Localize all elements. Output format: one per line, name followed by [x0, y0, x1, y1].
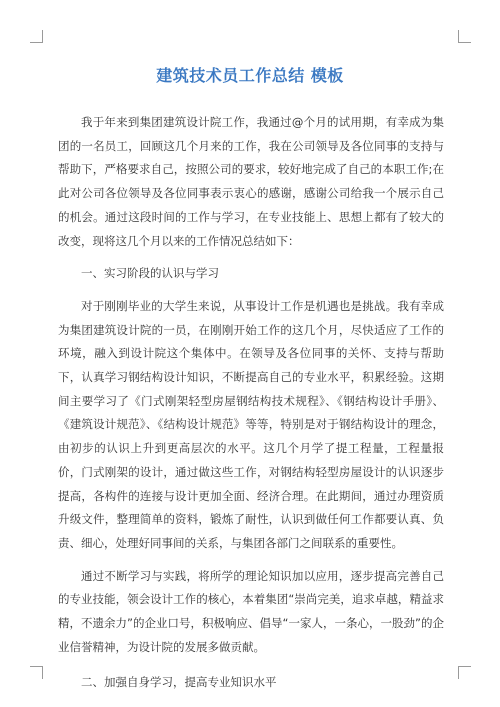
crop-mark-top-left	[30, 30, 43, 43]
paragraph-internship: 对于刚刚毕业的大学生来说，从事设计工作是机遇也是挑战。我有幸成为集团建筑设计院的一员，在刚刚开始工作的这几个月，尽快适应了工作的环境，融入到设计院这个集体中。在领导及各位同事的关怀、支持与帮助下，认真学习钢结构设计知识，不断提高自己的专业水平，积累经验。这期间主要学习了《门式刚架轻型房屋钢结构技术规程》、《钢结构设计手册》、《建筑设计规范》、《结构设计规范》等等，特别是对于钢结构设计的理念，由初步的认识上升到更高层次的水平。这几个月学了提工程量，工程量报价，门式刚架的设计，通过做这些工作，对钢结构轻型房屋设计的认识逐步提高，各构件的连接与设计更加全面、经济合理。在此期间，通过办理资质升级文件，整理简单的资料，锻炼了耐性，认识到做任何工作都要认真、负责、细心，处理好同事间的关系，与集团各部门之间联系的重要性。	[58, 298, 444, 550]
section-heading-2: 二、加强自身学习，提高专业知识水平	[81, 675, 277, 690]
section-heading-1: 一、实习阶段的认识与学习	[81, 266, 219, 281]
paragraph-intro: 我于年来到集团建筑设计院工作，我通过@个月的试用期，有幸成为集团的一名员工，回顾这几个月来的工作，我在公司领导及各位同事的支持与帮助下，严格要求自己，按照公司的要求，较好地完成了自己的本职工作;在此对公司各位领导及各位同事表示衷心的感谢，感谢公司给我一个展示自己的机会。通过这段时间的工作与学习，在专业技能上、思想上都有了较大的改变，现将这几个月以来的工作情况总结如下：	[58, 115, 444, 248]
crop-mark-bottom-left	[30, 666, 43, 679]
crop-mark-bottom-right	[458, 666, 471, 679]
paragraph-practice: 通过不断学习与实践，将所学的理论知识加以应用，逐步提高完善自己的专业技能，领会设计工作的核心，本着集团“崇尚完美，追求卓越，精益求精，不遗余力”的企业口号，积极响应、倡导“一家人，一条心，一股劲”的企业信誉精神，为设计院的发展多做贡献。	[58, 568, 444, 654]
crop-mark-top-right	[458, 30, 471, 43]
document-title: 建筑技术员工作总结 模板	[156, 66, 344, 85]
document-body	[58, 111, 444, 695]
